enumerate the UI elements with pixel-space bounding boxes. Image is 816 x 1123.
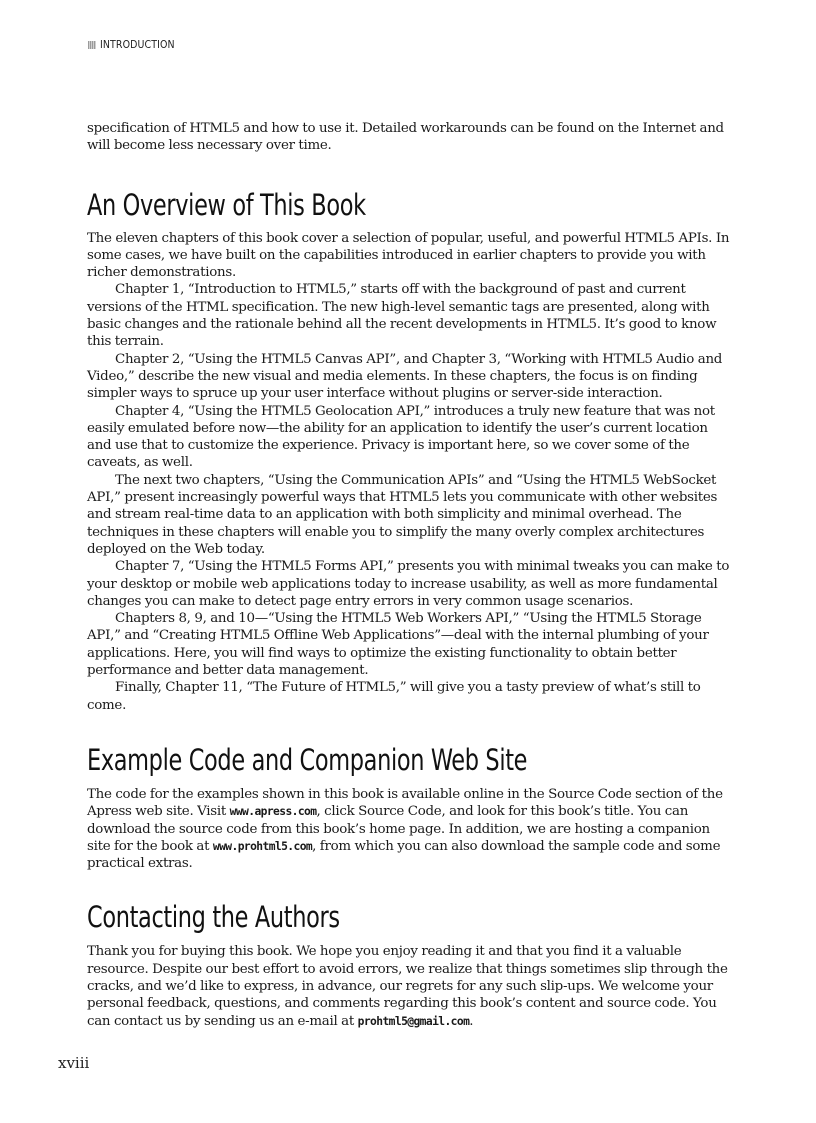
example-text-2: , click Source Code, and look for this book’s title. You can download the source code from this book’s home page. In addition, we are hosting a companion site for the book at xyxy=(87,804,710,854)
contact-email[interactable]: prohtml5@gmail.com xyxy=(357,1014,470,1028)
running-head-label: INTRODUCTION xyxy=(100,39,175,51)
overview-paragraph: Chapter 4, “Using the HTML5 Geolocation API,” introduces a truly new feature that was not easily emulated before now—the ability for an application to identify the user’s current location and use that to customize the experience. Privacy is important here, so we cover some of the caveats, as well. xyxy=(87,403,715,471)
page-number: xviii xyxy=(58,1054,90,1072)
example-code-paragraph xyxy=(87,786,732,872)
overview-paragraph: Chapters 8, 9, and 10—“Using the HTML5 Web Workers API,” “Using the HTML5 Storage API,” and “Creating HTML5 Offline Web Applications”—deal with the internal plumbing of your applications. Here, you will find ways to optimize the existing functionality to obtain better performance and better data management. xyxy=(87,611,709,679)
section-heading-contact: Contacting the Authors xyxy=(87,900,340,935)
square-bullet-icon xyxy=(88,41,96,49)
prohtml5-link[interactable]: www.prohtml5.com xyxy=(212,839,313,853)
contact-text-1: Thank you for buying this book. We hope you enjoy reading it and that you find it a valuable resource. Despite our best effort to avoid errors, we realize that things sometimes slip through the cracks, and we’d like to express, in advance, our regrets for any such slip-ups. We welcome your personal feedback, questions, and comments regarding this book’s content and source code. You can contact us by sending us an e-mail at xyxy=(87,944,728,1029)
section-heading-example-code: Example Code and Companion Web Site xyxy=(87,742,528,777)
page-content xyxy=(87,120,732,1030)
overview-paragraph: Finally, Chapter 11, “The Future of HTML5,” will give you a tasty preview of what’s still to come. xyxy=(87,680,701,713)
running-head xyxy=(88,39,175,51)
example-text-3: , from which you can also download the sample code and some practical extras. xyxy=(87,838,721,872)
section-heading-overview: An Overview of This Book xyxy=(87,187,366,222)
intro-continuation: specification of HTML5 and how to use it. Detailed workarounds can be found on the Internet and will become less necessary over time. xyxy=(87,121,724,154)
apress-link[interactable]: www.apress.com xyxy=(229,805,317,819)
overview-paragraph: The next two chapters, “Using the Communication APIs” and “Using the HTML5 WebSocket API,” present increasingly powerful ways that HTML5 lets you communicate with other websites and stream real-time data to an application with both simplicity and minimal overhead. The techniques in these chapters will enable you to simplify the many overly complex architectures deployed on the Web today. xyxy=(87,472,718,557)
overview-paragraph: Chapter 1, “Introduction to HTML5,” starts off with the background of past and current versions of the HTML specification. The new high-level semantic tags are presented, along with basic changes and the rationale behind all the recent developments in HTML5. It’s good to know this terrain. xyxy=(87,282,717,350)
contact-paragraph xyxy=(87,943,732,1029)
overview-paragraph: Chapter 2, “Using the HTML5 Canvas API”, and Chapter 3, “Working with HTML5 Audio and Video,” describe the new visual and media elements. In these chapters, the focus is on finding simpler ways to spruce up your user interface without plugins or server-side interaction. xyxy=(87,351,723,402)
example-text-1: The code for the examples shown in this book is available online in the Source Code section of the Apress web site. Visit xyxy=(87,786,723,820)
overview-paragraph: The eleven chapters of this book cover a selection of popular, useful, and powerful HTML5 APIs. In some cases, we have built on the capabilities introduced in earlier chapters to provide you with richer demonstrations. xyxy=(87,230,730,281)
overview-paragraph: Chapter 7, “Using the HTML5 Forms API,” presents you with minimal tweaks you can make to your desktop or mobile web applications today to increase usability, as well as more fundamental changes you can make to detect page entry errors in very common usage scenarios. xyxy=(87,559,730,609)
contact-text-2: . xyxy=(469,1013,474,1029)
